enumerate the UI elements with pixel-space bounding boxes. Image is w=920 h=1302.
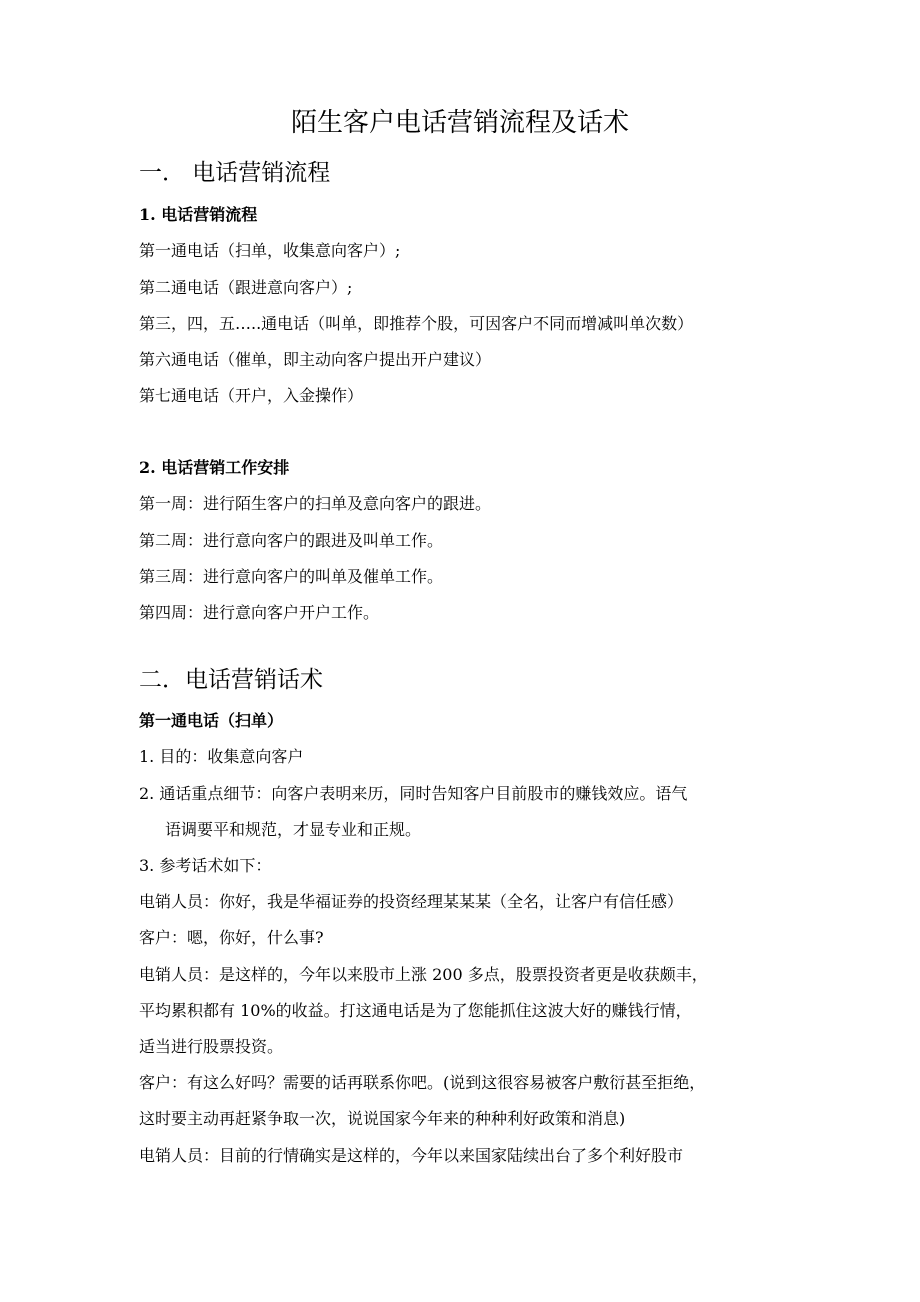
dialogue-line: 电销人员：目前的行情确实是这样的，今年以来国家陆续出台了多个利好股市 bbox=[139, 1146, 684, 1165]
schedule-line: 第四周：进行意向客户开户工作。 bbox=[139, 603, 380, 622]
first-call-item: 2. 通话重点细节：向客户表明来历，同时告知客户目前股市的赚钱效应。语气 bbox=[139, 784, 688, 803]
process-line: 第一通电话（扫单，收集意向客户）; bbox=[139, 241, 401, 260]
dialogue-line: 适当进行股票投资。 bbox=[139, 1037, 284, 1056]
dialogue-line: 平均累积都有 10%的收益。打这通电话是为了您能抓住这波大好的赚钱行情， bbox=[139, 1001, 692, 1020]
dialogue-line: 电销人员：是这样的，今年以来股市上涨 200 多点，股票投资者更是收获颇丰， bbox=[139, 965, 708, 984]
subheading-schedule: 2. 电话营销工作安排 bbox=[139, 458, 290, 477]
schedule-line: 第三周：进行意向客户的叫单及催单工作。 bbox=[139, 567, 444, 586]
process-line: 第七通电话（开户，入金操作） bbox=[139, 386, 364, 405]
subheading-first-call: 第一通电话（扫单） bbox=[139, 711, 284, 730]
subheading-process: 1. 电话营销流程 bbox=[139, 205, 258, 224]
first-call-item: 1. 目的：收集意向客户 bbox=[139, 747, 304, 766]
process-line: 第六通电话（催单，即主动向客户提出开户建议） bbox=[139, 350, 492, 369]
dialogue-line: 客户：嗯，你好，什么事? bbox=[139, 928, 324, 947]
section-heading-process: 一． 电话营销流程 bbox=[139, 160, 331, 186]
first-call-item: 3. 参考话术如下： bbox=[139, 856, 272, 875]
dialogue-line: 电销人员：你好，我是华福证券的投资经理某某某（全名，让客户有信任感） bbox=[139, 892, 684, 911]
process-line: 第三，四，五…..通电话（叫单，即推荐个股，可因客户不同而增减叫单次数） bbox=[139, 314, 694, 333]
schedule-line: 第二周：进行意向客户的跟进及叫单工作。 bbox=[139, 531, 444, 550]
process-line: 第二通电话（跟进意向客户）; bbox=[139, 278, 353, 297]
schedule-line: 第一周：进行陌生客户的扫单及意向客户的跟进。 bbox=[139, 494, 492, 513]
document-title: 陌生客户电话营销流程及话术 bbox=[290, 108, 629, 138]
dialogue-line: 客户：有这么好吗？需要的话再联系你吧。(说到这很容易被客户敷衍甚至拒绝， bbox=[139, 1073, 706, 1092]
dialogue-line: 这时要主动再赶紧争取一次，说说国家今年来的种种利好政策和消息) bbox=[139, 1109, 626, 1128]
first-call-item-continued: 语调要平和规范，才显专业和正规。 bbox=[165, 820, 422, 839]
section-heading-script: 二．电话营销话术 bbox=[139, 667, 323, 693]
